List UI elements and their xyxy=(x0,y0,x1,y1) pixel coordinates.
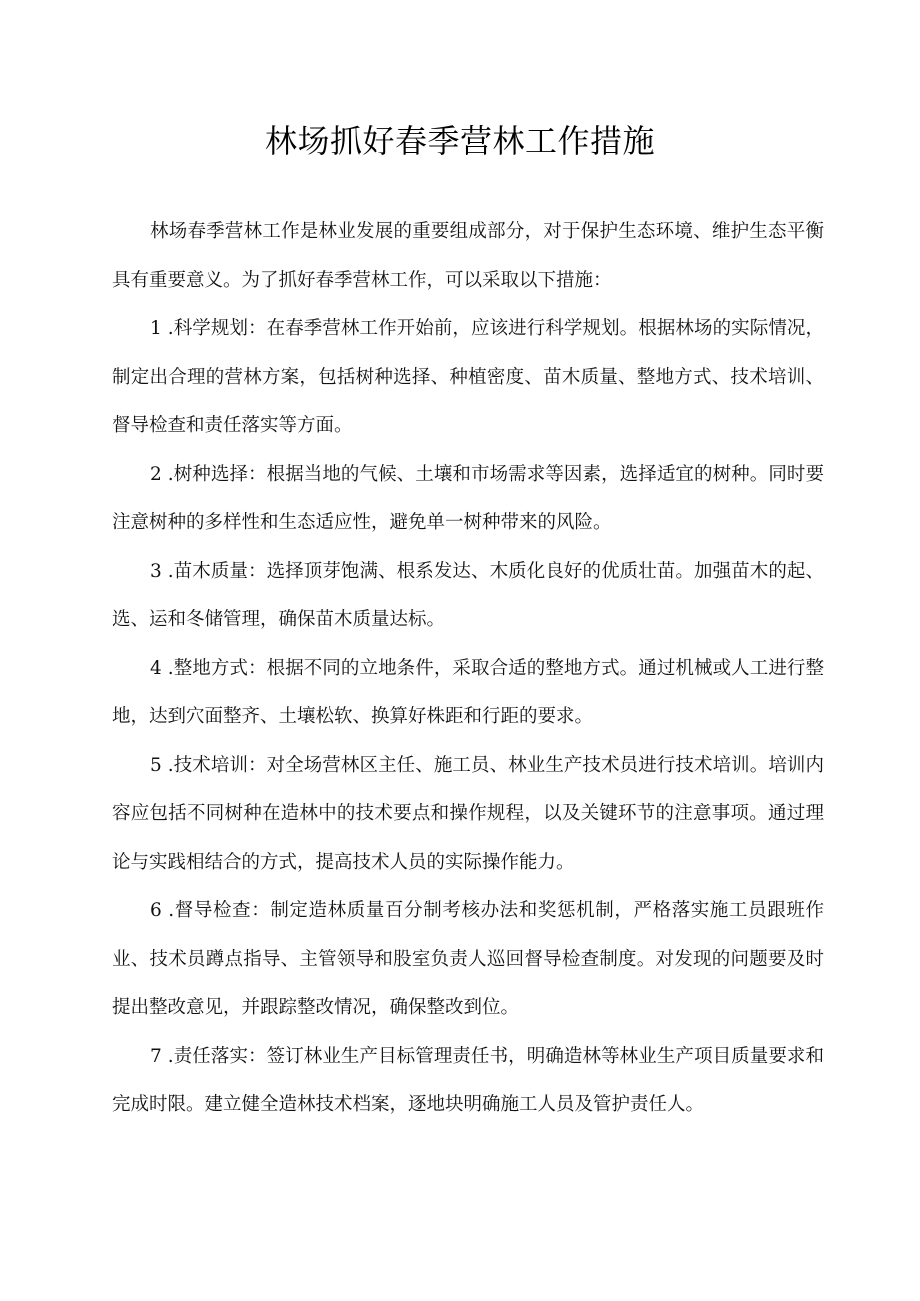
document-body xyxy=(112,208,824,1130)
paragraph-item-7: 7 .责任落实：签订林业生产目标管理责任书，明确造林等林业生产项目质量要求和完成时限。建立健全造林技术档案，逐地块明确施工人员及管护责任人。 xyxy=(112,1045,824,1115)
paragraph-item-4: 4 .整地方式：根据不同的立地条件，采取合适的整地方式。通过机械或人工进行整地，达到穴面整齐、土壤松软、换算好株距和行距的要求。 xyxy=(112,657,824,727)
paragraph-item-5: 5 .技术培训：对全场营林区主任、施工员、林业生产技术员进行技术培训。培训内容应包括不同树种在造林中的技术要点和操作规程，以及关键环节的注意事项。通过理论与实践相结合的方式，提高技术人员的实际操作能力。 xyxy=(112,754,824,873)
document-title: 林场抓好春季营林工作措施 xyxy=(264,122,655,160)
paragraph-item-2: 2 .树种选择：根据当地的气候、土壤和市场需求等因素，选择适宜的树种。同时要注意树种的多样性和生态适应性，避免单一树种带来的风险。 xyxy=(112,463,824,533)
paragraph-intro: 林场春季营林工作是林业发展的重要组成部分，对于保护生态环境、维护生态平衡具有重要意义。为了抓好春季营林工作，可以采取以下措施： xyxy=(112,221,824,291)
paragraph-item-1: 1 .科学规划：在春季营林工作开始前，应该进行科学规划。根据林场的实际情况，制定出合理的营林方案，包括树种选择、种植密度、苗木质量、整地方式、技术培训、督导检查和责任落实等方面。 xyxy=(112,318,824,436)
paragraph-item-6: 6 .督导检查：制定造林质量百分制考核办法和奖惩机制，严格落实施工员跟班作业、技术员蹲点指导、主管领导和股室负责人巡回督导检查制度。对发现的问题要及时提出整改意见，并跟踪整改情况，确保整改到位。 xyxy=(112,900,824,1018)
paragraph-item-3: 3 .苗木质量：选择顶芽饱满、根系发达、木质化良好的优质壮苗。加强苗木的起、选、运和冬储管理，确保苗木质量达标。 xyxy=(112,560,824,630)
